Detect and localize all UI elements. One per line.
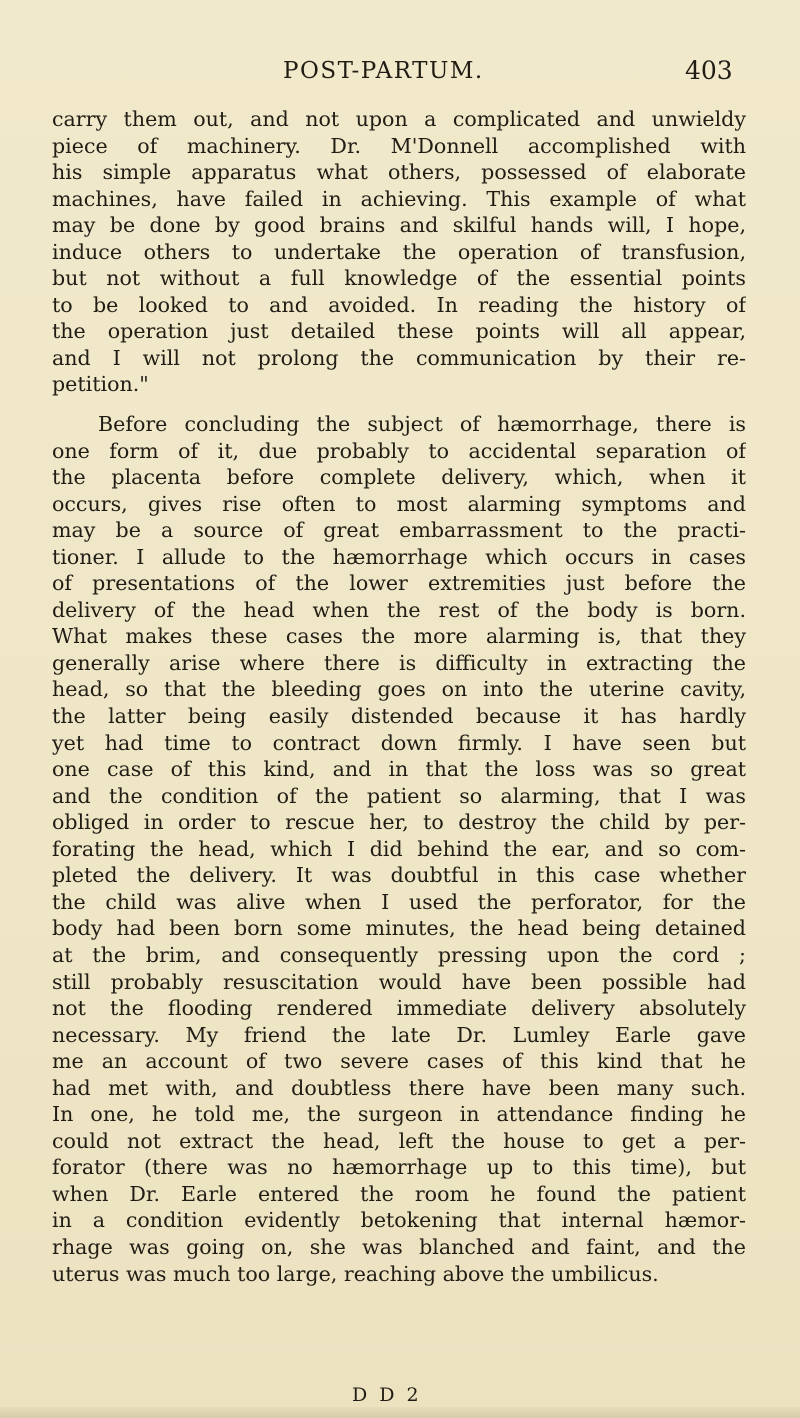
text-line: head, so that the bleeding goes on into the uterine cavity, [52, 677, 746, 702]
text-line: may be a source of great embarrassment to the practi- [52, 518, 746, 543]
text-line: the placenta before complete delivery, which, when it [52, 465, 746, 490]
text-line: the latter being easily distended because it has hardly [52, 704, 746, 729]
text-line: carry them out, and not upon a complicated and unwieldy [52, 107, 746, 131]
text-line: of presentations of the lower extremities just before the [52, 571, 746, 596]
text-line: in a condition evidently betokening that internal hæmor- [52, 1208, 746, 1233]
text-line: What makes these cases the more alarming is, that they [52, 624, 746, 649]
text-line: forating the head, which I did behind the ear, and so com- [52, 836, 746, 861]
text-line: one case of this kind, and in that the loss was so great [52, 757, 746, 782]
text-line: and I will not prolong the communication by their re- [52, 345, 746, 370]
text-line: when Dr. Earle entered the room he found the patient [52, 1181, 746, 1206]
text-line: tioner. I allude to the hæmorrhage which occurs in cases [52, 544, 746, 569]
text-line: forator (there was no hæmorrhage up to this time), but [52, 1155, 746, 1180]
text-line: Before concluding the subject of hæmorrhage, there is [98, 412, 746, 437]
text-line: not the flooding rendered immediate delivery absolutely [52, 996, 746, 1021]
paragraph-continued [52, 106, 746, 398]
text-line: body had been born some minutes, the head being detained [52, 916, 746, 941]
running-head [0, 54, 800, 88]
page-bottom-edge [0, 1407, 800, 1418]
body-text [52, 106, 746, 1287]
text-line: the operation just detailed these points will all appear, [52, 319, 746, 344]
signature-mark: D D 2 [352, 1384, 422, 1406]
text-line: at the brim, and consequently pressing upon the cord ; [52, 942, 746, 967]
text-line: occurs, gives rise often to most alarming symptoms and [52, 491, 746, 516]
text-line: the child was alive when I used the perforator, for the [52, 889, 746, 914]
text-line: to be looked to and avoided. In reading the history of [52, 292, 746, 317]
text-line: petition." [52, 372, 149, 397]
text-line: and the condition of the patient so alarming, that I was [52, 783, 746, 808]
text-line: piece of machinery. Dr. M'Donnell accomplished with [52, 133, 746, 158]
text-line: generally arise where there is difficulty in extracting the [52, 650, 746, 675]
text-line: had met with, and doubtless there have been many such. [52, 1075, 746, 1100]
running-title: POST-PARTUM. [283, 58, 484, 84]
page-number: 403 [685, 56, 733, 85]
text-line: pleted the delivery. It was doubtful in this case whether [52, 863, 746, 888]
text-line: necessary. My friend the late Dr. Lumley Earle gave [52, 1022, 746, 1047]
text-line: still probably resuscitation would have been possible had [52, 969, 746, 994]
text-line: me an account of two severe cases of this kind that he [52, 1049, 746, 1074]
text-line: rhage was going on, she was blanched and faint, and the [52, 1234, 746, 1259]
text-line: machines, have failed in achieving. This example of what [52, 186, 746, 211]
text-line: In one, he told me, the surgeon in attendance finding he [52, 1102, 746, 1127]
paragraph-gap [52, 398, 746, 411]
paragraph-haemorrhage [52, 411, 746, 1287]
text-line: delivery of the head when the rest of the body is born. [52, 597, 746, 622]
text-line: uterus was much too large, reaching above the umbilicus. [52, 1261, 659, 1286]
text-line: one form of it, due probably to accidental separation of [52, 438, 746, 463]
text-line: yet had time to contract down firmly. I have seen but [52, 730, 746, 755]
text-line: induce others to undertake the operation of transfusion, [52, 239, 746, 264]
text-line: could not extract the head, left the house to get a per- [52, 1128, 746, 1153]
text-line: may be done by good brains and skilful hands will, I hope, [52, 213, 746, 238]
text-line: his simple apparatus what others, possessed of elaborate [52, 160, 746, 185]
text-line: obliged in order to rescue her, to destroy the child by per- [52, 810, 746, 835]
text-line: but not without a full knowledge of the essential points [52, 266, 746, 291]
